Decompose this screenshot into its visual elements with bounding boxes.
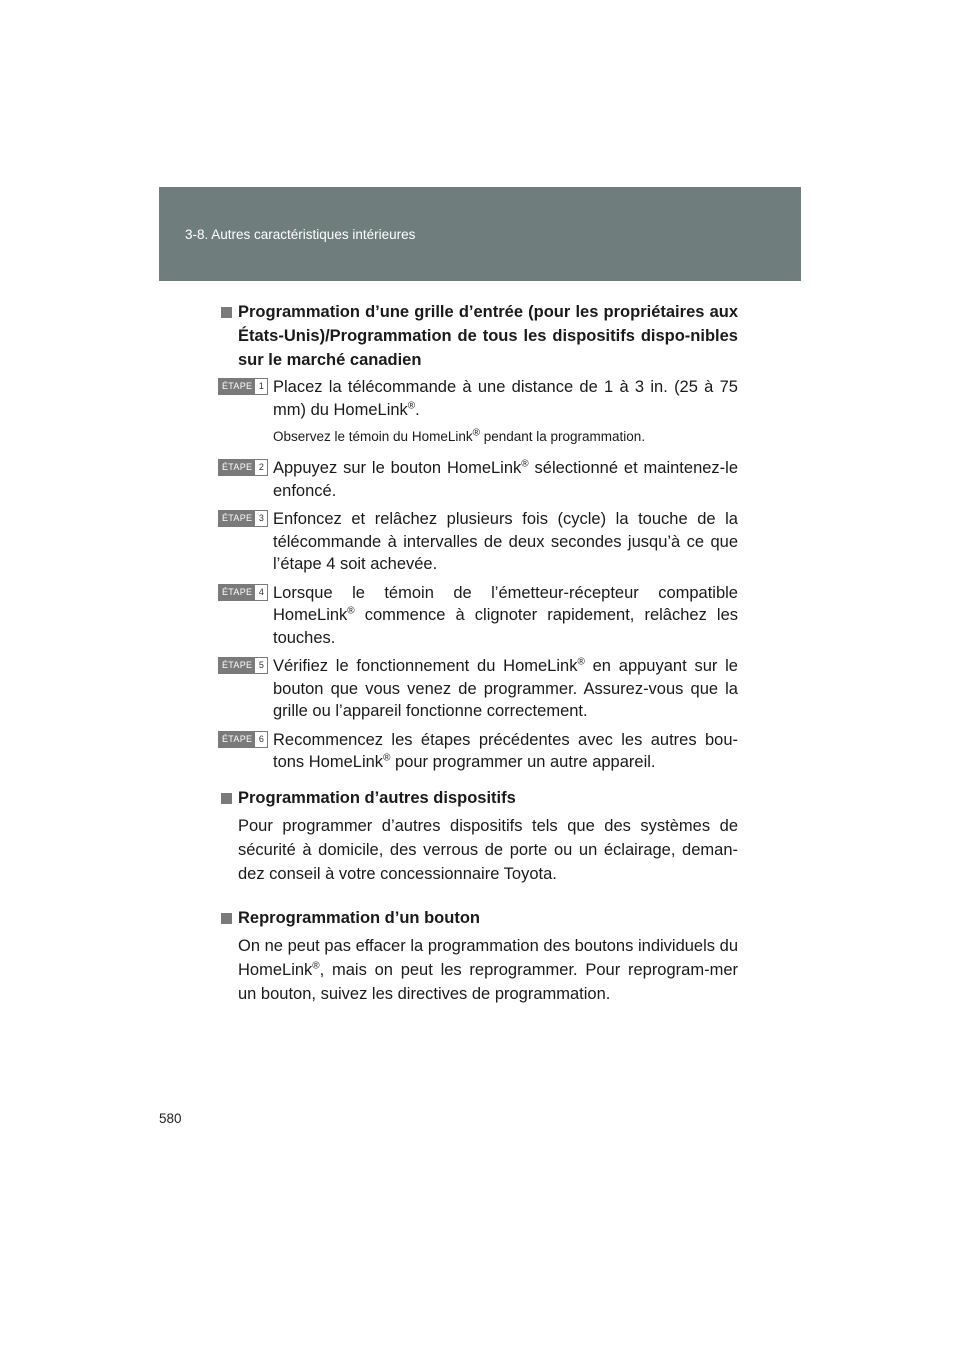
step-badge-number: 5 [255,658,267,673]
registered-mark: ® [383,752,391,764]
step-1-note [218,427,738,447]
square-bullet-icon [221,913,232,924]
step-badge [218,459,268,476]
body-text-cont: , mais on peut les reprogrammer. Pour reprogram-mer un bouton, suivez les directives de programmation. [238,960,738,1003]
step-text-cont: pour programmer un autre appareil. [390,753,656,771]
section-heading-reprogrammation [218,906,738,930]
step-badge [218,731,268,748]
heading-text: Programmation d’autres dispositifs [238,788,516,807]
step-badge [218,378,268,395]
step-text-cont: commence à clignoter rapidement, relâchez les touches. [273,606,738,647]
step-text: Enfoncez et relâchez plusieurs fois (cycle) la touche de la télécommande à intervalles de deux secondes jusqu’à ce que l’étape 4 soit achevée. [273,510,738,573]
step-badge-number: 3 [255,511,267,526]
heading-text: Programmation d’une grille d’entrée (pour les propriétaires aux États-Unis)/Programmation de tous les dispositifs dispo-nibles sur le marché canadien [238,303,738,369]
note-text-cont: pendant la programmation. [479,429,646,444]
step-text-cont: . [415,400,420,419]
step-badge-number: 1 [255,379,267,394]
step-text-cont: en appuyant sur le bouton que vous venez de programmer. Assurez-vous que la grille ou l’appareil fonctionne correctement. [273,657,738,720]
step-5 [218,655,738,723]
step-text: Placez la télécommande à une distance de 1 à 3 in. (25 à 75 mm) du HomeLink [273,378,738,419]
note-text: Observez le témoin du HomeLink [273,429,473,444]
square-bullet-icon [221,307,232,318]
section-heading-grille [218,300,738,372]
section-body: Pour programmer d’autres dispositifs tels que des systèmes de sécurité à domicile, des verrous de porte ou un éclairage, deman-dez conseil à votre concessionnaire Toyota. [238,816,738,883]
step-badge [218,657,268,674]
step-text: Recommencez les étapes précédentes avec les autres bou-tons HomeLink [273,730,738,771]
registered-mark: ® [577,656,585,668]
step-1 [218,376,738,421]
body-text: On ne peut pas effacer la programmation des boutons individuels du HomeLink [238,936,738,979]
step-badge-label: ÉTAPE [219,658,255,673]
section-heading-autres-dispositifs [218,786,738,810]
step-3 [218,508,738,576]
step-6 [218,729,738,774]
step-text: Vérifiez le fonctionnement du HomeLink [273,657,578,675]
step-badge-label: ÉTAPE [219,511,255,526]
page-content [218,300,738,1018]
step-badge-label: ÉTAPE [219,732,255,747]
step-text-cont: sélectionné et maintenez-le enfoncé. [273,459,739,500]
registered-mark: ® [472,427,480,439]
page-number: 580 [159,1111,182,1126]
registered-mark: ® [407,400,416,411]
step-badge [218,584,268,601]
registered-mark: ® [347,605,355,617]
heading-text: Reprogrammation d’un bouton [238,908,480,927]
step-badge-label: ÉTAPE [219,379,255,394]
step-text: Appuyez sur le bouton HomeLink [273,459,522,477]
section-header-band [159,187,801,281]
step-4 [218,582,738,650]
step-badge [218,510,268,527]
step-badge-label: ÉTAPE [219,585,255,600]
step-badge-number: 4 [255,585,267,600]
section-body [218,934,738,1006]
square-bullet-icon [221,793,232,804]
registered-mark: ® [521,458,529,470]
step-text: Lorsque le témoin de l’émetteur-récepteur compatible HomeLink [273,583,738,624]
step-badge-label: ÉTAPE [219,460,255,475]
step-2 [218,457,738,502]
step-badge-number: 6 [255,732,267,747]
section-title: 3-8. Autres caractéristiques intérieures [185,227,416,242]
step-badge-number: 2 [255,460,267,475]
registered-mark: ® [312,960,320,971]
